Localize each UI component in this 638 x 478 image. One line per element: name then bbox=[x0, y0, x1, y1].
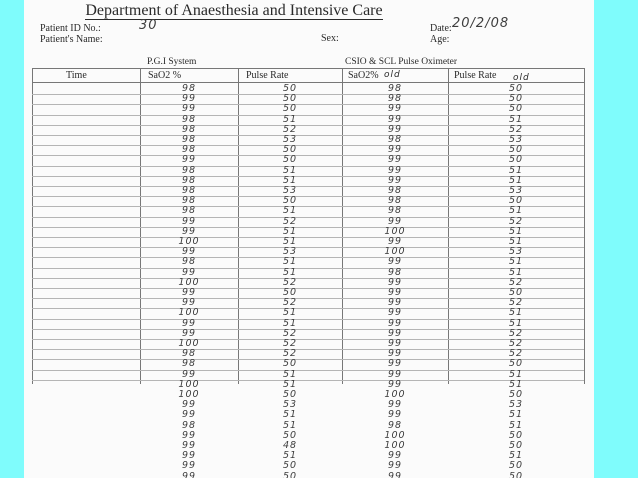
cell-oxi-sao2: 98 bbox=[387, 266, 403, 278]
cell-oxi-pulse: 51 bbox=[508, 113, 524, 125]
cell-oxi-pulse: 51 bbox=[508, 256, 524, 268]
cell-pgi-pulse: 51 bbox=[282, 164, 298, 176]
cell-oxi-sao2: 98 bbox=[387, 185, 403, 196]
cell-pgi-sao2: 99 bbox=[181, 368, 197, 380]
cell-oxi-sao2: 98 bbox=[387, 205, 403, 217]
cell-pgi-sao2: 100 bbox=[178, 307, 200, 319]
cell-oxi-sao2: 99 bbox=[387, 460, 403, 472]
cell-oxi-sao2: 99 bbox=[387, 256, 403, 268]
cell-oxi-sao2: 99 bbox=[387, 164, 403, 176]
cell-oxi-pulse: 52 bbox=[508, 215, 524, 227]
col-header-time: Time bbox=[66, 70, 87, 81]
cell-pgi-pulse: 51 bbox=[282, 225, 298, 237]
col-header-pgi-pulse: Pulse Rate bbox=[246, 70, 289, 81]
cell-oxi-pulse: 52 bbox=[508, 276, 524, 288]
cell-pgi-sao2: 99 bbox=[181, 440, 197, 451]
cell-pgi-pulse: 50 bbox=[282, 144, 298, 156]
cell-oxi-pulse: 50 bbox=[508, 287, 524, 298]
cell-oxi-sao2: 99 bbox=[387, 174, 403, 186]
cell-oxi-sao2: 99 bbox=[387, 154, 403, 166]
cell-oxi-pulse: 50 bbox=[508, 358, 524, 370]
cell-pgi-sao2: 100 bbox=[178, 276, 200, 288]
cell-pgi-sao2: 99 bbox=[181, 460, 197, 472]
cell-pgi-sao2: 98 bbox=[181, 113, 197, 125]
cell-oxi-pulse: 51 bbox=[508, 164, 524, 176]
group-csio-oximeter: CSIO & SCL Pulse Oximeter bbox=[345, 57, 458, 67]
cell-oxi-pulse: 50 bbox=[508, 195, 524, 207]
cell-oxi-sao2: 98 bbox=[387, 419, 403, 431]
cell-oxi-pulse: 51 bbox=[508, 378, 524, 390]
cell-pgi-pulse: 51 bbox=[282, 174, 298, 186]
cell-pgi-sao2: 98 bbox=[181, 164, 197, 176]
col-header-oxi-sao2: SaO2% bbox=[348, 70, 379, 81]
col-header-pgi-sao2: SaO2 % bbox=[148, 70, 182, 81]
cell-pgi-pulse: 51 bbox=[282, 378, 298, 390]
cell-oxi-pulse: 51 bbox=[508, 368, 524, 380]
cell-pgi-sao2: 98 bbox=[181, 195, 197, 207]
cell-oxi-pulse: 51 bbox=[508, 205, 524, 217]
cell-oxi-pulse: 51 bbox=[508, 225, 524, 237]
date-value: 20/2/08 bbox=[452, 16, 510, 31]
cell-pgi-pulse: 53 bbox=[282, 185, 298, 196]
old-note-sao2: old bbox=[384, 70, 401, 80]
cell-oxi-pulse: 52 bbox=[508, 327, 524, 339]
patient-name-label: Patient's Name: bbox=[40, 34, 103, 45]
cell-pgi-pulse: 50 bbox=[282, 358, 298, 370]
cell-oxi-sao2: 99 bbox=[387, 297, 403, 309]
age-label: Age: bbox=[430, 34, 450, 45]
patient-id-label: Patient ID No.: bbox=[40, 23, 101, 34]
cell-pgi-pulse: 51 bbox=[282, 419, 298, 431]
cell-oxi-pulse: 51 bbox=[508, 307, 524, 319]
cell-oxi-pulse: 53 bbox=[508, 246, 524, 258]
cell-oxi-sao2: 99 bbox=[387, 276, 403, 288]
cell-pgi-pulse: 51 bbox=[282, 266, 298, 278]
cell-pgi-sao2: 100 bbox=[178, 236, 200, 247]
cell-pgi-pulse: 50 bbox=[282, 83, 298, 94]
cell-oxi-sao2: 99 bbox=[387, 317, 403, 329]
cell-pgi-sao2: 98 bbox=[181, 205, 197, 217]
cell-pgi-sao2: 99 bbox=[181, 225, 197, 237]
cell-pgi-sao2: 99 bbox=[181, 103, 197, 115]
cell-oxi-pulse: 52 bbox=[508, 338, 524, 349]
cell-oxi-sao2: 100 bbox=[384, 389, 406, 400]
cell-oxi-sao2: 99 bbox=[387, 450, 403, 462]
cell-oxi-pulse: 52 bbox=[508, 297, 524, 309]
cell-oxi-sao2: 100 bbox=[384, 440, 406, 451]
cell-oxi-sao2: 99 bbox=[387, 368, 403, 380]
cell-pgi-sao2: 98 bbox=[181, 83, 197, 94]
cell-pgi-pulse: 51 bbox=[282, 368, 298, 380]
cell-oxi-sao2: 99 bbox=[387, 378, 403, 390]
cell-oxi-sao2: 98 bbox=[387, 93, 403, 105]
cell-pgi-sao2: 99 bbox=[181, 317, 197, 329]
cell-pgi-sao2: 99 bbox=[181, 246, 197, 258]
cell-pgi-pulse: 51 bbox=[282, 409, 298, 421]
cell-pgi-sao2: 100 bbox=[178, 338, 200, 349]
cell-oxi-sao2: 99 bbox=[387, 215, 403, 227]
cell-oxi-pulse: 51 bbox=[508, 174, 524, 186]
cell-pgi-pulse: 53 bbox=[282, 246, 298, 258]
cell-oxi-sao2: 99 bbox=[387, 103, 403, 115]
cell-pgi-sao2: 99 bbox=[181, 470, 197, 478]
cell-pgi-pulse: 53 bbox=[282, 134, 298, 145]
cell-pgi-pulse: 52 bbox=[282, 123, 298, 135]
cell-pgi-sao2: 98 bbox=[181, 123, 197, 135]
cell-pgi-sao2: 99 bbox=[181, 297, 197, 309]
cell-pgi-pulse: 51 bbox=[282, 256, 298, 268]
cell-pgi-pulse: 52 bbox=[282, 215, 298, 227]
cell-oxi-pulse: 51 bbox=[508, 419, 524, 431]
cell-pgi-sao2: 99 bbox=[181, 215, 197, 227]
cell-oxi-pulse: 50 bbox=[508, 144, 524, 156]
group-pgi-system: P.G.I System bbox=[147, 57, 197, 67]
cell-oxi-pulse: 51 bbox=[508, 317, 524, 329]
cell-oxi-sao2: 98 bbox=[387, 134, 403, 145]
date-label: Date: bbox=[430, 23, 452, 34]
cell-oxi-sao2: 99 bbox=[387, 358, 403, 370]
old-note-pulse: old bbox=[513, 73, 530, 83]
cell-oxi-pulse: 50 bbox=[508, 83, 524, 94]
cell-oxi-sao2: 99 bbox=[387, 307, 403, 319]
cell-oxi-pulse: 52 bbox=[508, 348, 524, 360]
cell-pgi-sao2: 99 bbox=[181, 287, 197, 298]
cell-oxi-pulse: 50 bbox=[508, 429, 524, 441]
cell-pgi-sao2: 99 bbox=[181, 450, 197, 462]
cell-oxi-sao2: 100 bbox=[384, 429, 406, 441]
cell-pgi-pulse: 52 bbox=[282, 348, 298, 360]
cell-oxi-pulse: 50 bbox=[508, 389, 524, 400]
cell-oxi-sao2: 99 bbox=[387, 144, 403, 156]
cell-pgi-pulse: 50 bbox=[282, 389, 298, 400]
cell-pgi-pulse: 50 bbox=[282, 103, 298, 115]
cell-pgi-pulse: 50 bbox=[282, 93, 298, 105]
cell-oxi-pulse: 53 bbox=[508, 134, 524, 145]
cell-oxi-pulse: 51 bbox=[508, 266, 524, 278]
cell-pgi-pulse: 52 bbox=[282, 276, 298, 288]
cell-pgi-sao2: 98 bbox=[181, 174, 197, 186]
cell-pgi-sao2: 100 bbox=[178, 378, 200, 390]
cell-oxi-pulse: 52 bbox=[508, 123, 524, 135]
cell-oxi-sao2: 99 bbox=[387, 327, 403, 339]
patient-id-value: 30 bbox=[139, 18, 158, 33]
cell-pgi-sao2: 99 bbox=[181, 154, 197, 166]
col-header-oxi-pulse: Pulse Rate bbox=[454, 70, 497, 81]
cell-oxi-pulse: 50 bbox=[508, 103, 524, 115]
cell-pgi-pulse: 51 bbox=[282, 113, 298, 125]
cell-pgi-pulse: 50 bbox=[282, 460, 298, 472]
cell-oxi-sao2: 100 bbox=[384, 225, 406, 237]
cell-oxi-sao2: 99 bbox=[387, 399, 403, 411]
cell-pgi-sao2: 98 bbox=[181, 134, 197, 145]
cell-oxi-sao2: 99 bbox=[387, 236, 403, 247]
cell-oxi-sao2: 99 bbox=[387, 470, 403, 478]
cell-pgi-pulse: 50 bbox=[282, 287, 298, 298]
cell-pgi-sao2: 98 bbox=[181, 185, 197, 196]
cell-oxi-sao2: 99 bbox=[387, 348, 403, 360]
cell-pgi-sao2: 99 bbox=[181, 266, 197, 278]
cell-pgi-pulse: 51 bbox=[282, 307, 298, 319]
cell-oxi-pulse: 51 bbox=[508, 409, 524, 421]
cell-oxi-pulse: 53 bbox=[508, 185, 524, 196]
form-sheet bbox=[24, 0, 594, 478]
cell-oxi-sao2: 99 bbox=[387, 338, 403, 349]
cell-pgi-pulse: 50 bbox=[282, 154, 298, 166]
cell-pgi-sao2: 98 bbox=[181, 256, 197, 268]
cell-pgi-pulse: 48 bbox=[282, 440, 298, 451]
cell-oxi-pulse: 50 bbox=[508, 460, 524, 472]
cell-oxi-pulse: 50 bbox=[508, 154, 524, 166]
sex-label: Sex: bbox=[321, 33, 339, 44]
cell-oxi-sao2: 99 bbox=[387, 123, 403, 135]
cell-pgi-sao2: 98 bbox=[181, 358, 197, 370]
cell-pgi-pulse: 51 bbox=[282, 236, 298, 247]
cell-pgi-pulse: 53 bbox=[282, 399, 298, 411]
cell-pgi-pulse: 50 bbox=[282, 195, 298, 207]
cell-oxi-sao2: 99 bbox=[387, 287, 403, 298]
cell-pgi-sao2: 98 bbox=[181, 144, 197, 156]
cell-pgi-sao2: 98 bbox=[181, 419, 197, 431]
cell-oxi-sao2: 99 bbox=[387, 113, 403, 125]
cell-pgi-pulse: 51 bbox=[282, 317, 298, 329]
cell-pgi-sao2: 99 bbox=[181, 399, 197, 411]
cell-oxi-pulse: 53 bbox=[508, 399, 524, 411]
cell-pgi-pulse: 50 bbox=[282, 470, 298, 478]
cell-oxi-pulse: 51 bbox=[508, 236, 524, 247]
cell-pgi-pulse: 51 bbox=[282, 450, 298, 462]
cell-pgi-pulse: 52 bbox=[282, 327, 298, 339]
table-right-border bbox=[584, 68, 585, 384]
cell-oxi-pulse: 51 bbox=[508, 450, 524, 462]
cell-pgi-pulse: 52 bbox=[282, 297, 298, 309]
cell-pgi-pulse: 52 bbox=[282, 338, 298, 349]
department-title: Department of Anaesthesia and Intensive Care bbox=[85, 2, 383, 19]
cell-pgi-pulse: 51 bbox=[282, 205, 298, 217]
cell-pgi-sao2: 99 bbox=[181, 429, 197, 441]
cell-pgi-sao2: 98 bbox=[181, 348, 197, 360]
cell-oxi-sao2: 98 bbox=[387, 195, 403, 207]
table-top-rule bbox=[32, 68, 584, 69]
cell-oxi-pulse: 50 bbox=[508, 93, 524, 105]
cell-pgi-sao2: 100 bbox=[178, 389, 200, 400]
cell-pgi-pulse: 50 bbox=[282, 429, 298, 441]
cell-oxi-pulse: 50 bbox=[508, 470, 524, 478]
cell-oxi-sao2: 99 bbox=[387, 409, 403, 421]
cell-oxi-pulse: 50 bbox=[508, 440, 524, 451]
cell-pgi-sao2: 99 bbox=[181, 327, 197, 339]
cell-pgi-sao2: 99 bbox=[181, 409, 197, 421]
cell-pgi-sao2: 99 bbox=[181, 93, 197, 105]
cell-oxi-sao2: 100 bbox=[384, 246, 406, 258]
cell-oxi-sao2: 98 bbox=[387, 83, 403, 94]
